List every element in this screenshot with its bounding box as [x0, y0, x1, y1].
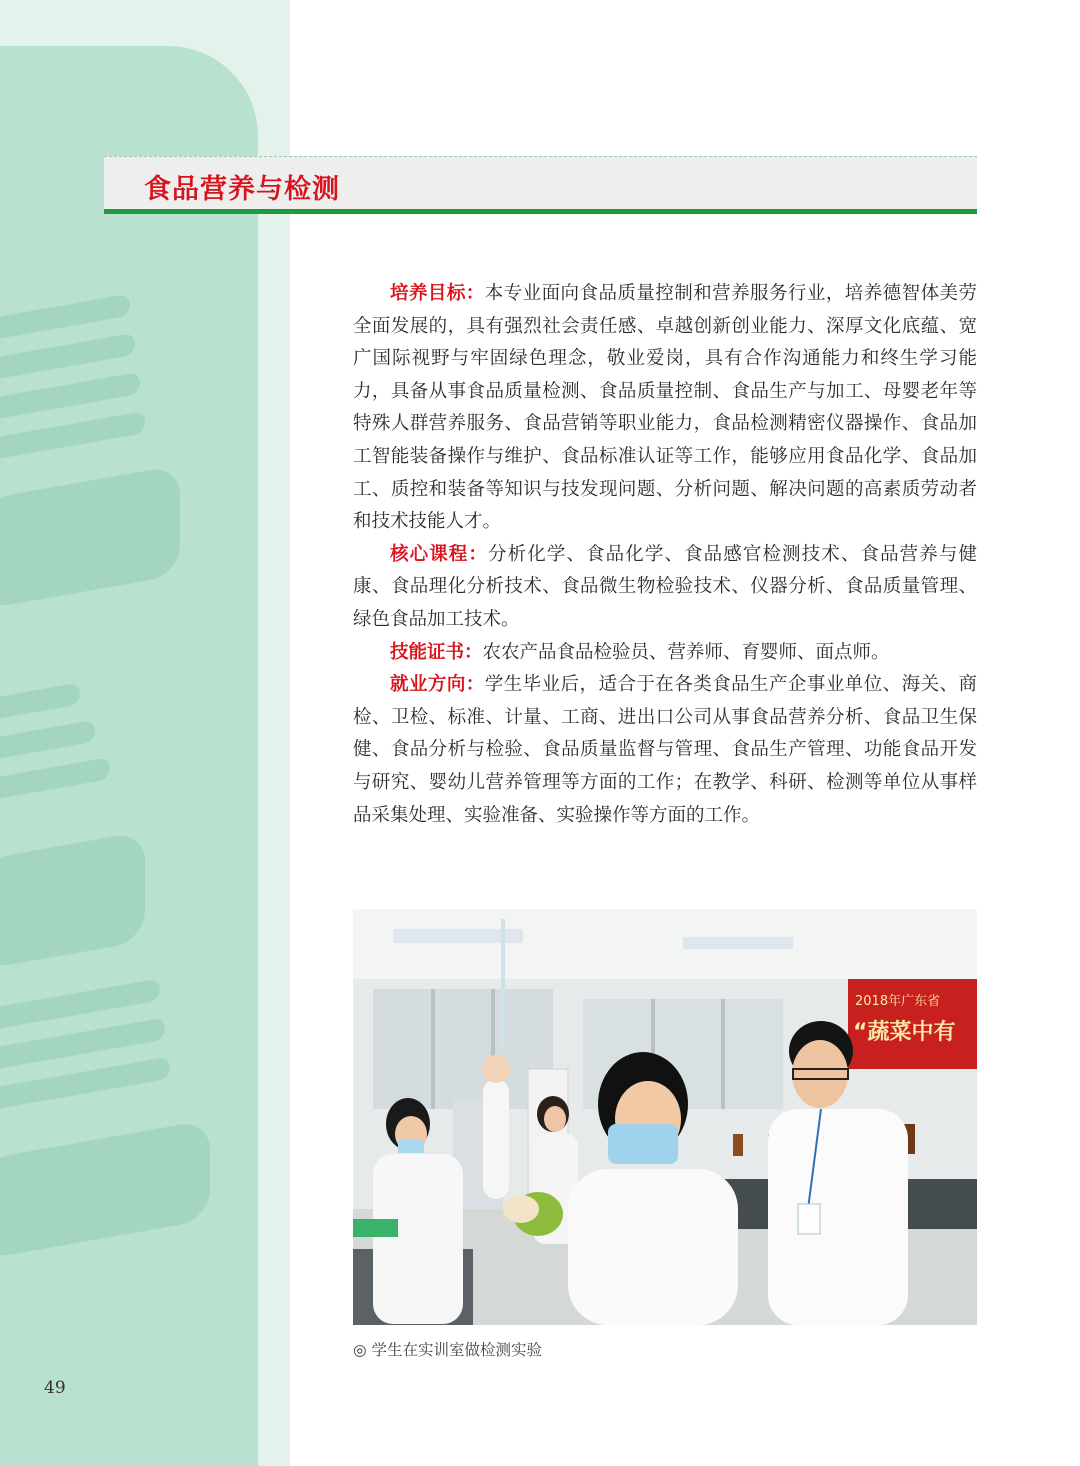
- banner-line-1: 2018年广东省: [855, 994, 941, 1009]
- core-courses-label: 核心课程：: [390, 543, 489, 565]
- employment-paragraph: [353, 669, 977, 832]
- page-title: 食品营养与检测: [144, 174, 340, 205]
- lab-photo: [353, 909, 977, 1325]
- page-number: 49: [44, 1378, 66, 1398]
- side-panel-shape: [0, 46, 258, 1466]
- certificates-label: 技能证书：: [390, 641, 483, 663]
- core-courses-text: 分析化学、食品化学、食品感官检测技术、食品营养与健康、食品理化分析技术、食品微生物检验技术、仪器分析、食品质量管理、绿色食品加工技术。: [353, 543, 977, 630]
- section-header: [104, 156, 977, 214]
- training-goal-text: 本专业面向食品质量控制和营养服务行业，培养德智体美劳全面发展的，具有强烈社会责任感、卓越创新创业能力、深厚文化底蕴、宽广国际视野与牢固绿色理念，敬业爱岗，具有合作沟通能力和终生学习能力，具备从事食品质量检测、食品质量控制、食品生产与加工、母婴老年等特殊人群营养服务、食品营销等职业能力，食品检测精密仪器操作、食品加工智能装备操作与维护、食品标准认证等工作，能够应用食品化学、食品加工、质控和装备等知识与技发现问题、分析问题、解决问题的高素质劳动者和技术技能人才。: [353, 283, 977, 533]
- training-goal-label: 培养目标：: [390, 283, 485, 304]
- banner-line-2: “蔬菜中有: [853, 1020, 956, 1045]
- employment-text: 学生毕业后，适合于在各类食品生产企事业单位、海关、商检、卫检、标准、计量、工商、进出口公司从事食品营养分析、食品卫生保健、食品分析与检验、食品质量监督与管理、食品生产管理、功能食品开发与研究、婴幼儿营养管理等方面的工作；在教学、科研、检测等单位从事样品采集处理、实验准备、实验操作等方面的工作。: [353, 674, 977, 826]
- certificates-paragraph: [353, 637, 977, 670]
- photo-caption: ◎ 学生在实训室做检测实验: [353, 1341, 542, 1359]
- employment-label: 就业方向：: [390, 674, 485, 696]
- lab-scene-illustration: [353, 909, 977, 1325]
- header-underline: [104, 209, 977, 214]
- program-description: [353, 278, 977, 832]
- decorative-side-panel: [0, 0, 290, 1466]
- training-goal-paragraph: [353, 278, 977, 539]
- core-courses-paragraph: [353, 539, 977, 637]
- certificates-text: 农农产品食品检验员、营养师、育婴师、面点师。: [482, 641, 890, 663]
